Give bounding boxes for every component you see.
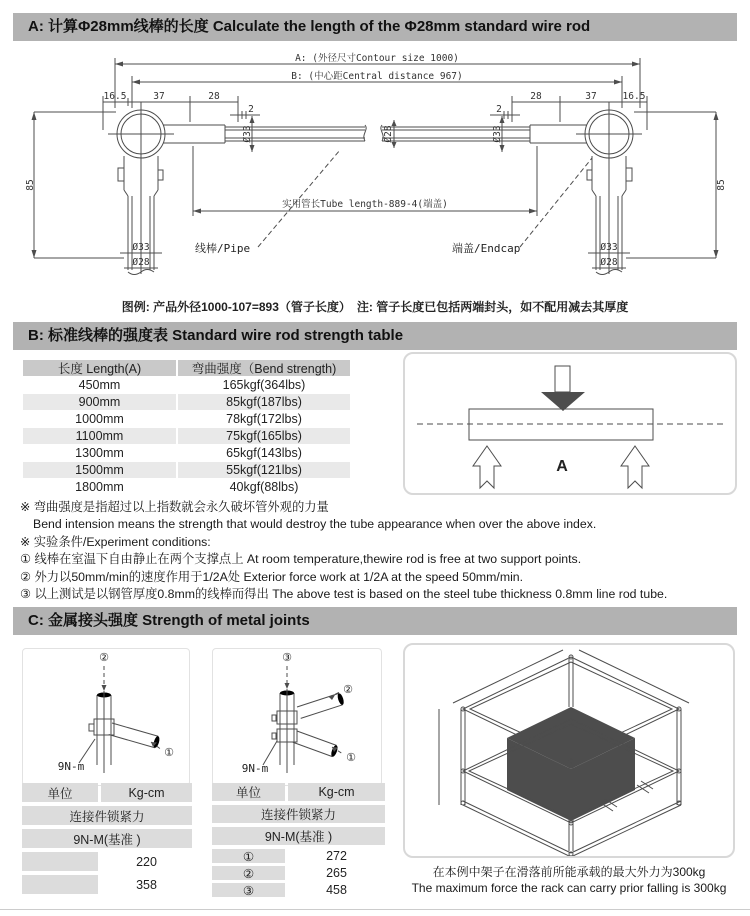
- lock-force-label: 连接件锁紧力: [22, 806, 192, 825]
- torque-value: 272: [288, 849, 385, 863]
- length-value: 1300mm: [23, 445, 176, 461]
- length-value: 1100mm: [23, 428, 176, 444]
- basis-label: 9N-M(基准 ): [212, 827, 385, 845]
- side-dim-left: 85: [25, 179, 36, 191]
- note-line: ※ 实验条件/Experiment conditions:: [20, 534, 211, 549]
- note-line: ③ 以上测试是以钢管厚度0.8mm的线棒而得出 The above test is based on the steel tube thickness 0.8mm line rod tube.: [20, 587, 668, 602]
- note-line: ※ 弯曲强度是指超过以上指数就会永久破坏管外观的力量: [20, 500, 329, 514]
- torque-value: 358: [101, 875, 192, 894]
- length-value: 900mm: [23, 394, 176, 410]
- dia-28-post-left: Ø28: [132, 257, 150, 268]
- dim-28-left: 28: [208, 91, 220, 102]
- table-row: [23, 411, 350, 427]
- length-value: 1800mm: [23, 479, 176, 495]
- support-up-arrow-right: [621, 446, 649, 488]
- span-label: A: [556, 458, 568, 475]
- strength-value: 75kgf(165lbs): [178, 428, 350, 444]
- note-line: ① 线棒在室温下自由静止在两个支撑点上 At room temperature,thewire rod is free at two support points.: [20, 552, 582, 567]
- force-down-arrowhead: [541, 392, 585, 411]
- callout-1: ①: [164, 746, 174, 759]
- basis-row: [212, 827, 385, 845]
- wire-rod-drawing: [20, 50, 730, 300]
- dim-2-left: 2: [248, 104, 254, 115]
- dia-33-post-right: Ø33: [600, 242, 618, 253]
- table-row: [23, 394, 350, 410]
- strength-value: 65kgf(143lbs): [178, 445, 350, 461]
- contour-size-dim: A: (外径尺寸Contour size 1000): [295, 53, 459, 64]
- dim-37-left: 37: [153, 91, 165, 102]
- joint-diagram-1-svg: [23, 649, 189, 785]
- table-row: [23, 479, 350, 495]
- table-row: [22, 875, 192, 894]
- callout-3: ③: [282, 651, 292, 664]
- dia-33-pipe-right: Ø33: [492, 125, 503, 143]
- strength-table-header-row: [23, 360, 350, 376]
- dim-37-right: 37: [585, 91, 597, 102]
- torque-table-1: [22, 783, 192, 898]
- joint-diagram-2: [212, 648, 382, 786]
- strength-value: 78kgf(172lbs): [178, 411, 350, 427]
- basis-label: 9N-M(基准 ): [22, 829, 192, 848]
- section-b-header: B: 标准线棒的强度表 Standard wire rod strength table: [13, 322, 737, 350]
- unit-label: 单位: [22, 783, 98, 802]
- unit-row: [212, 783, 385, 801]
- table-row: [212, 849, 385, 863]
- table-row: [212, 866, 385, 880]
- rack-caption-cn: 在本例中架子在滑落前所能承载的最大外力为300kg: [432, 865, 706, 879]
- strength-table: [23, 360, 350, 496]
- length-value: 1000mm: [23, 411, 176, 427]
- tube-length-dim: 实用管长Tube length-889-4(端盖): [282, 199, 448, 210]
- basis-row: [22, 829, 192, 848]
- joint-number: ①: [212, 849, 285, 863]
- unit-value: Kg-cm: [101, 783, 192, 802]
- unit-label: 单位: [212, 783, 285, 801]
- page-bottom-rule: [0, 909, 750, 910]
- callout-1: ①: [346, 751, 356, 764]
- table-row: [22, 852, 192, 871]
- lock-force-label: 连接件锁紧力: [212, 805, 385, 823]
- col-header-length: 长度 Length(A): [23, 360, 176, 376]
- dim-2-right: 2: [496, 104, 502, 115]
- rack-caption-en: The maximum force the rack can carry prior falling is 300kg: [411, 881, 727, 895]
- note-line: ② 外力以50mm/min的速度作用于1/2A处 Exterior force work at 1/2A at the speed 50mm/min.: [20, 569, 524, 584]
- section-a-header: A: 计算Φ28mm线棒的长度 Calculate the length of the Φ28mm standard wire rod: [13, 13, 737, 41]
- strength-value: 40kgf(88lbs): [178, 479, 350, 495]
- unit-row: [22, 783, 192, 802]
- note-line: Bend intension means the strength that would destroy the tube appearance when over the above index.: [33, 517, 597, 532]
- rack-diagram: [403, 643, 735, 858]
- rack-diagram-svg: [405, 645, 733, 856]
- joint-diagram-2-svg: [213, 649, 381, 785]
- joint-cell-empty: [22, 875, 98, 894]
- table-row: [23, 445, 350, 461]
- force-down-arrow: [555, 366, 570, 392]
- torque-value: 458: [288, 883, 385, 897]
- side-dim-right: 85: [716, 179, 727, 191]
- joint-number: ③: [212, 883, 285, 897]
- torque-label: 9N-m: [241, 762, 269, 775]
- lock-force-row: [22, 806, 192, 825]
- joint-number: ②: [212, 866, 285, 880]
- section-c-header: C: 金属接头强度 Strength of metal joints: [13, 607, 737, 635]
- wire-rod-drawing-svg: [20, 50, 730, 300]
- bend-test-diagram: [403, 352, 737, 495]
- drawing-caption: 图例: 产品外径1000-107=893（管子长度） 注: 管子长度已包括两端封头，如不配用减去其厚度: [121, 300, 629, 314]
- dia-33-post-left: Ø33: [132, 242, 150, 253]
- length-value: 450mm: [23, 377, 176, 393]
- joint-cell-empty: [22, 852, 98, 871]
- strength-value: 85kgf(187lbs): [178, 394, 350, 410]
- callout-2: ②: [343, 683, 353, 696]
- central-distance-dim: B: (中心距Central distance 967): [291, 71, 463, 82]
- table-row: [212, 883, 385, 897]
- torque-value: 265: [288, 866, 385, 880]
- length-value: 1500mm: [23, 462, 176, 478]
- bend-test-svg: [405, 354, 735, 493]
- callout-2: ②: [99, 651, 109, 664]
- table-row: [23, 428, 350, 444]
- dim-28-right: 28: [530, 91, 542, 102]
- strength-value: 165kgf(364lbs): [178, 377, 350, 393]
- torque-value: 220: [101, 852, 192, 871]
- dia-33-pipe-left: Ø33: [242, 125, 253, 143]
- torque-label: 9N-m: [57, 760, 85, 773]
- strength-value: 55kgf(121lbs): [178, 462, 350, 478]
- experiment-notes: [20, 499, 735, 603]
- dia-28-pipe-center: Ø28: [383, 125, 394, 143]
- table-row: [23, 377, 350, 393]
- pipe-label: 线棒/Pipe: [195, 242, 251, 255]
- joint-diagram-1: [22, 648, 190, 786]
- lock-force-row: [212, 805, 385, 823]
- dim-16-5-right: 16.5: [622, 91, 646, 102]
- torque-table-2: [212, 783, 385, 900]
- unit-value: Kg-cm: [288, 783, 385, 801]
- rack-caption: [403, 864, 735, 896]
- dia-28-post-right: Ø28: [600, 257, 618, 268]
- table-row: [23, 462, 350, 478]
- endcap-label: 端盖/Endcap: [452, 242, 521, 255]
- dim-16-5-left: 16.5: [103, 91, 127, 102]
- col-header-bend-strength: 弯曲强度（Bend strength): [178, 360, 350, 376]
- support-up-arrow-left: [473, 446, 501, 488]
